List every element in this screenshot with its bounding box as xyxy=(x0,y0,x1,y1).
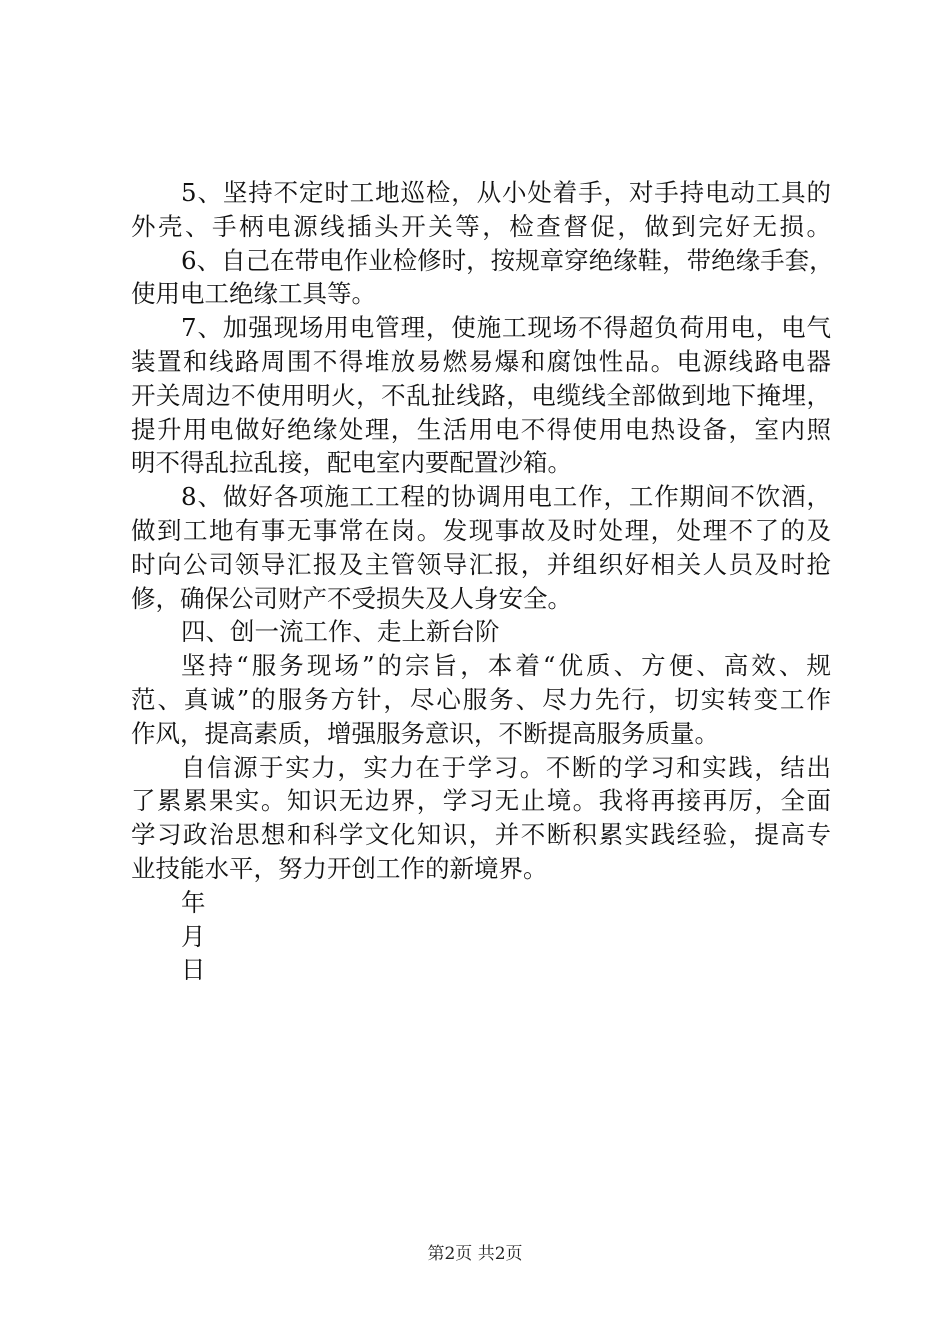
text-line: 6、自己在带电作业检修时，按规章穿绝缘鞋，带绝缘手套， xyxy=(181,245,834,275)
section-heading: 四、创一流工作、走上新台阶 xyxy=(181,617,500,647)
text-line: 坚持“服务现场”的宗旨，本着“优质、方便、高效、规 xyxy=(181,651,831,681)
text-line: 5、坚持不定时工地巡检，从小处着手，对手持电动工具的 xyxy=(181,178,831,207)
text-line: 了累累果实。知识无边界，学习无止境。我将再接再厉，全面 xyxy=(131,786,831,816)
text-line: 作风，提高素质，增强服务意识，不断提高服务质量。 xyxy=(131,718,719,748)
page-number: 第2页 共2页 xyxy=(427,1244,523,1264)
text-line: 外壳、手柄电源线插头开关等，检查督促，做到完好无损。 xyxy=(131,211,831,241)
text-line: 装置和线路周围不得堆放易燃易爆和腐蚀性品。电源线路电器 xyxy=(131,346,831,376)
text-line: 时向公司领导汇报及主管领导汇报，并组织好相关人员及时抢 xyxy=(131,549,831,579)
document-body xyxy=(131,176,834,987)
text-line: 做到工地有事无事常在岗。发现事故及时处理，处理不了的及 xyxy=(131,515,831,545)
page-footer xyxy=(0,1243,950,1265)
text-line: 自信源于实力，实力在于学习。不断的学习和实践，结出 xyxy=(181,752,831,782)
date-year-label: 年 xyxy=(181,887,206,917)
date-day-label: 日 xyxy=(181,955,206,985)
text-line: 修，确保公司财产不受损失及人身安全。 xyxy=(131,583,572,613)
text-line: 范、真诚”的服务方针，尽心服务、尽力先行，切实转变工作 xyxy=(131,684,831,714)
text-line: 8、做好各项施工工程的协调用电工作，工作期间不饮酒， xyxy=(181,482,831,512)
text-line: 提升用电做好绝缘处理，生活用电不得使用电热设备，室内照 xyxy=(131,414,831,444)
text-line: 7、加强现场用电管理，使施工现场不得超负荷用电，电气 xyxy=(181,313,831,343)
date-month-label: 月 xyxy=(181,921,206,951)
text-line: 业技能水平，努力开创工作的新境界。 xyxy=(131,853,548,883)
text-line: 学习政治思想和科学文化知识，并不断积累实践经验，提高专 xyxy=(131,820,831,850)
text-line: 使用电工绝缘工具等。 xyxy=(131,279,376,309)
text-line: 明不得乱拉乱接，配电室内要配置沙箱。 xyxy=(131,448,572,478)
text-line: 开关周边不使用明火，不乱扯线路，电缆线全部做到地下掩埋， xyxy=(131,380,831,410)
